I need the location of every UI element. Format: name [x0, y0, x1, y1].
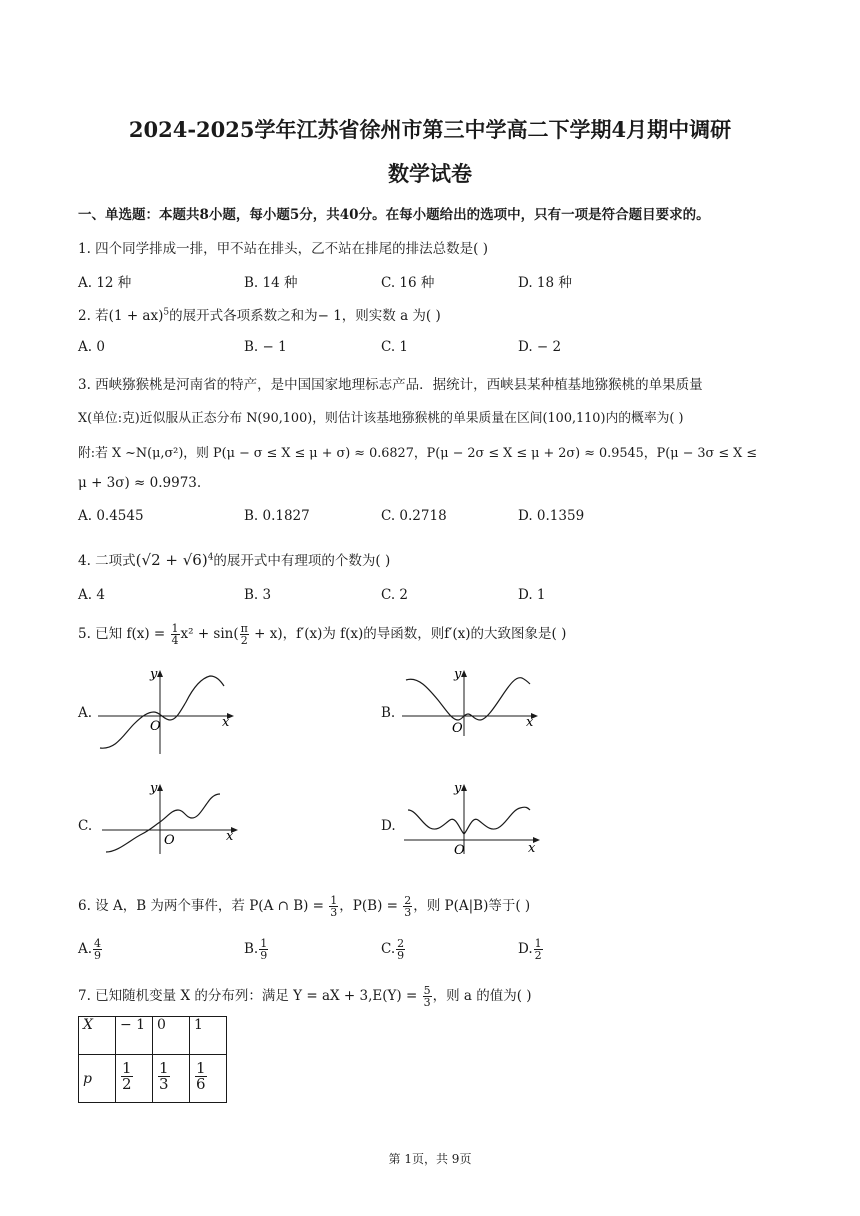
table-cell: [190, 1055, 227, 1103]
q3-option-a: A. 0.4545: [78, 508, 144, 524]
question-1-stem: 1. 四个同学排成一排，甲不站在排头，乙不站在排尾的排法总数是( ): [78, 241, 488, 257]
distribution-table: [78, 1016, 227, 1103]
table-frac-numerator: 1: [122, 1059, 132, 1077]
q6-option-a-denominator: 9: [94, 949, 102, 962]
graph-d-origin-label: O: [454, 843, 465, 856]
q6-option-d-fraction: [534, 938, 543, 961]
q4-stem-suffix: 的展开式中有理项的个数为( ): [213, 553, 391, 569]
q4-option-b: B. 3: [244, 587, 272, 603]
section-heading: 一、单选题：本题共8小题，每小题5分，共40分。在每小题给出的选项中，只有一项是符合题目要求的。: [78, 207, 710, 223]
q6-option-a-label: A.: [78, 941, 93, 957]
q6-option-c-fraction: [396, 938, 405, 961]
exam-title-line2: 数学试卷: [388, 161, 472, 186]
q6-option-b-denominator: 9: [260, 949, 268, 962]
question-3-line1: 3. 西峡猕猴桃是河南省的特产，是中国国家地理标志产品．据统计，西峡县某种植基地猕猴桃的单果质量: [78, 377, 703, 393]
table-frac-denominator: 2: [122, 1075, 132, 1093]
q6-frac2-numerator: 2: [404, 894, 412, 907]
q5-stem-part2: x² + sin(: [180, 626, 239, 642]
question-5-stem: [78, 622, 566, 646]
q6-option-b-label: B.: [244, 941, 259, 957]
q7-stem-part2: ，则 a 的值为( ): [432, 988, 532, 1004]
graph-a-origin-label: O: [150, 719, 161, 734]
q1-option-d: D. 18 种: [518, 275, 572, 291]
q4-expression: (√2 + √6): [135, 551, 208, 569]
table-row: [79, 1017, 227, 1055]
q5-graph-d-label: D.: [381, 818, 396, 834]
graph-b-x-label: x: [526, 715, 534, 730]
table-cell: 0: [153, 1017, 190, 1055]
q6-option-d-numerator: 1: [534, 937, 542, 950]
q4-option-a: A. 4: [78, 587, 105, 603]
q2-stem-prefix: 2. 若: [78, 308, 109, 324]
q6-frac2: [403, 895, 412, 918]
question-6-stem: [78, 894, 530, 918]
q5-stem-part3: + x)，f′(x)为 f(x)的导函数，则f′(x)的大致图象是( ): [249, 626, 567, 642]
q3-option-c: C. 0.2718: [381, 508, 447, 524]
q5-frac2-denominator: 2: [240, 634, 248, 647]
q6-option-c-label: C.: [381, 941, 396, 957]
table-frac-denominator: 6: [196, 1075, 206, 1093]
q5-frac2-numerator: π: [240, 622, 248, 635]
q2-option-d: D. − 2: [518, 339, 562, 355]
table-frac-denominator: 3: [159, 1075, 169, 1093]
graph-a-x-label: x: [222, 715, 230, 730]
q3-option-b: B. 0.1827: [244, 508, 310, 524]
q4-exponent: 4: [207, 552, 214, 563]
q6-option-c: [381, 938, 406, 961]
q6-option-d-denominator: 2: [534, 949, 542, 962]
question-2-stem: [78, 304, 441, 324]
q6-option-c-numerator: 2: [397, 937, 405, 950]
table-cell: [116, 1055, 153, 1103]
q6-option-c-denominator: 9: [397, 949, 405, 962]
graph-a-y-label: y: [150, 667, 158, 682]
q5-frac1-denominator: 4: [171, 634, 179, 647]
q5-graph-a: [94, 664, 240, 756]
q5-fraction-pi-half: [240, 623, 249, 646]
q7-frac-denominator: 3: [423, 996, 431, 1009]
q6-stem-part2: ，P(B) =: [339, 898, 403, 914]
q2-exponent: 5: [163, 307, 170, 318]
q6-option-d: [518, 938, 544, 961]
q2-option-a: A. 0: [78, 339, 105, 355]
q7-fraction: [423, 985, 432, 1008]
question-3-line4: μ + 3σ) ≈ 0.9973.: [78, 475, 202, 491]
table-fraction: [195, 1061, 207, 1092]
q6-frac2-denominator: 3: [404, 906, 412, 919]
q1-option-b: B. 14 种: [244, 275, 298, 291]
question-4-stem: [78, 549, 390, 569]
q6-frac1-denominator: 3: [330, 906, 338, 919]
q6-stem-part3: ，则 P(A|B)等于( ): [413, 898, 531, 914]
table-cell: − 1: [116, 1017, 153, 1055]
table-fraction: [158, 1061, 170, 1092]
q5-frac1-numerator: 1: [171, 622, 179, 635]
graph-c-y-label: y: [150, 781, 158, 796]
q1-option-c: C. 16 种: [381, 275, 435, 291]
q6-option-b-fraction: [259, 938, 268, 961]
q6-option-b: [244, 938, 269, 961]
graph-c-x-label: x: [226, 829, 234, 844]
q3-option-d: D. 0.1359: [518, 508, 585, 524]
table-cell: [153, 1055, 190, 1103]
q6-frac1: [329, 895, 338, 918]
q6-option-a-numerator: 4: [94, 937, 102, 950]
table-fraction: [121, 1061, 133, 1092]
q5-graph-c: [98, 778, 244, 856]
q5-graph-b-label: B.: [381, 705, 396, 721]
table-cell: 1: [190, 1017, 227, 1055]
q5-graph-a-label: A.: [78, 705, 93, 721]
q2-stem-suffix: 的展开式各项系数之和为− 1，则实数 a 为( ): [169, 308, 441, 324]
q2-option-c: C. 1: [381, 339, 409, 355]
q2-expression: (1 + ax): [108, 308, 164, 324]
q4-option-d: D. 1: [518, 587, 546, 603]
exam-title-line1: 2024-2025学年江苏省徐州市第三中学高二下学期4月期中调研: [128, 117, 732, 142]
q5-graph-d: [400, 778, 546, 856]
q2-option-b: B. − 1: [244, 339, 287, 355]
q4-stem-prefix: 4. 二项式: [78, 553, 136, 569]
table-cell: X: [79, 1017, 116, 1055]
q5-graph-b: [398, 664, 544, 738]
table-cell: p: [79, 1055, 116, 1103]
q5-fraction-quarter: [171, 623, 180, 646]
graph-d-y-label: y: [454, 781, 462, 796]
page-footer: 第 1页，共 9页: [388, 1152, 472, 1166]
q1-option-a: A. 12 种: [78, 275, 132, 291]
q6-option-b-numerator: 1: [260, 937, 268, 950]
question-3-line3: 附:若 X ~N(μ,σ²)，则 P(μ − σ ≤ X ≤ μ + σ) ≈ 0.6827，P(μ − 2σ ≤ X ≤ μ + 2σ) ≈ 0.9545，P(μ − 3σ ≤ X ≤: [78, 446, 758, 461]
graph-c-origin-label: O: [164, 833, 175, 848]
graph-b-y-label: y: [454, 667, 462, 682]
q4-option-c: C. 2: [381, 587, 409, 603]
question-7-stem: [78, 984, 532, 1008]
q7-stem-part1: 7. 已知随机变量 X 的分布列：满足 Y = aX + 3,E(Y) =: [78, 988, 422, 1004]
q6-option-d-label: D.: [518, 941, 533, 957]
graph-d-x-label: x: [528, 841, 536, 856]
question-3-line2: X(单位:克)近似服从正态分布 N(90,100)，则估计该基地猕猴桃的单果质量在区间(100,110)内的概率为( ): [78, 411, 684, 426]
q6-option-a-fraction: [93, 938, 102, 961]
q6-stem-part1: 6. 设 A，B 为两个事件，若 P(A ∩ B) =: [78, 898, 329, 914]
q7-frac-numerator: 5: [423, 984, 431, 997]
table-frac-numerator: 1: [159, 1059, 169, 1077]
q6-frac1-numerator: 1: [330, 894, 338, 907]
table-row: [79, 1055, 227, 1103]
q5-graph-c-label: C.: [78, 818, 93, 834]
graph-b-origin-label: O: [452, 721, 463, 736]
q6-option-a: [78, 938, 103, 961]
q5-stem-part1: 5. 已知 f(x) =: [78, 626, 170, 642]
table-frac-numerator: 1: [196, 1059, 206, 1077]
